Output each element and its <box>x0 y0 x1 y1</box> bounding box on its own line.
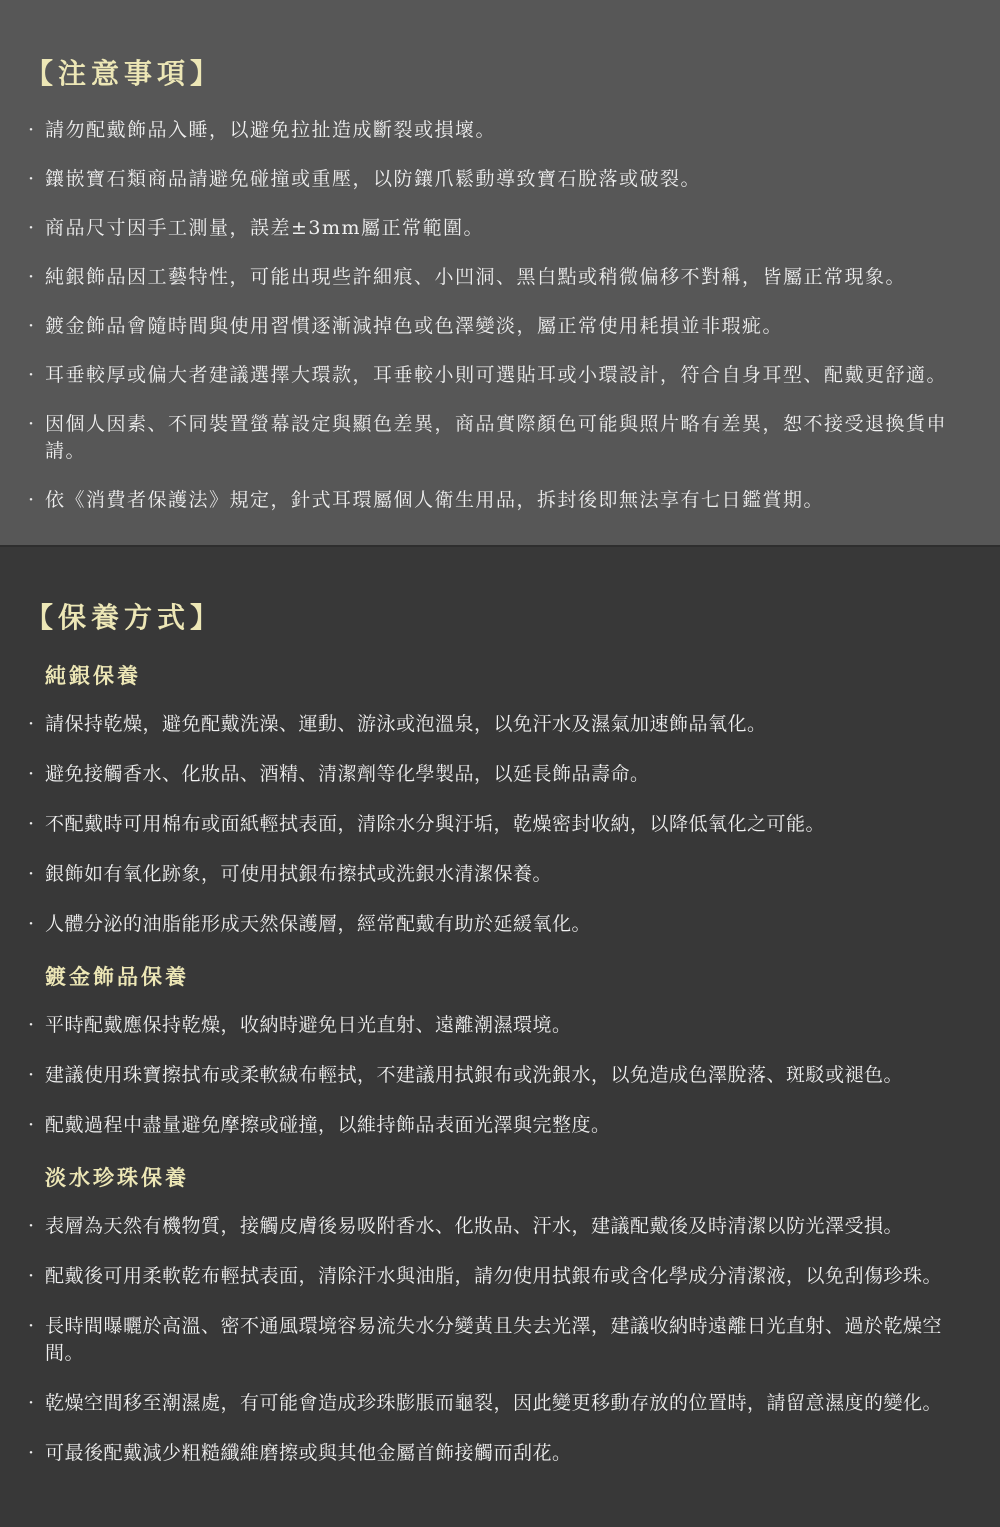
bullet-dot: · <box>28 763 35 785</box>
bullet-dot: · <box>28 315 35 337</box>
care-item <box>25 1263 980 1290</box>
notice-item <box>25 313 980 340</box>
care-item-text: 配戴過程中盡量避免摩擦或碰撞，以維持飾品表面光澤與完整度。 <box>45 1114 611 1136</box>
care-subsection-pearl <box>25 1163 980 1467</box>
notice-section <box>0 0 1000 545</box>
notice-item-text: 依《消費者保護法》規定，針式耳環屬個人衛生用品，拆封後即無法享有七日鑑賞期。 <box>45 489 825 511</box>
care-title: 【保養方式】 <box>25 601 224 634</box>
care-item <box>25 1213 980 1240</box>
care-item-text: 配戴後可用柔軟乾布輕拭表面，清除汗水與油脂，請勿使用拭銀布或含化學成分清潔液，以免刮傷珍珠。 <box>45 1265 943 1287</box>
notice-item-text: 鑲嵌寶石類商品請避免碰撞或重壓，以防鑲爪鬆動導致寶石脫落或破裂。 <box>45 168 702 190</box>
bullet-dot: · <box>28 1442 35 1464</box>
bullet-dot: · <box>28 119 35 141</box>
notice-item-text: 耳垂較厚或偏大者建議選擇大環款，耳垂較小則可選貼耳或小環設計，符合自身耳型、配戴更舒適。 <box>45 364 948 386</box>
care-item-text: 表層為天然有機物質，接觸皮膚後易吸附香水、化妝品、汗水，建議配戴後及時清潔以防光澤受損。 <box>45 1215 904 1237</box>
care-item-text: 建議使用珠寶擦拭布或柔軟絨布輕拭，不建議用拭銀布或洗銀水，以免造成色澤脫落、斑駁或褪色。 <box>45 1064 904 1086</box>
notice-item <box>25 487 980 514</box>
notice-item-text: 純銀飾品因工藝特性，可能出現些許細痕、小凹洞、黑白點或稍微偏移不對稱，皆屬正常現象。 <box>45 266 907 288</box>
bullet-dot: · <box>28 489 35 511</box>
care-item <box>25 1440 980 1467</box>
care-item-text: 請保持乾燥，避免配戴洗澡、運動、游泳或泡溫泉，以免汗水及濕氣加速飾品氧化。 <box>45 713 767 735</box>
bullet-dot: · <box>28 813 35 835</box>
care-item <box>25 761 980 788</box>
care-item <box>25 1112 980 1139</box>
bullet-dot: · <box>28 713 35 735</box>
care-section <box>0 545 1000 1525</box>
care-item-text: 銀飾如有氧化跡象，可使用拭銀布擦拭或洗銀水清潔保養。 <box>45 863 553 885</box>
bullet-dot: · <box>28 1315 35 1337</box>
care-item-text: 平時配戴應保持乾燥，收納時避免日光直射、遠離潮濕環境。 <box>45 1014 572 1036</box>
bullet-dot: · <box>28 1114 35 1136</box>
care-item <box>25 1313 980 1367</box>
bullet-dot: · <box>28 413 35 435</box>
care-item <box>25 1012 980 1039</box>
notice-item-text: 因個人因素、不同裝置螢幕設定與顯色差異，商品實際顏色可能與照片略有差異，恕不接受退換貨申請。 <box>45 413 948 462</box>
bullet-dot: · <box>28 863 35 885</box>
silver-care-subtitle: 純銀保養 <box>45 663 141 688</box>
notice-item-text: 鍍金飾品會隨時間與使用習慣逐漸減掉色或色澤變淡，屬正常使用耗損並非瑕疵。 <box>45 315 784 337</box>
care-item <box>25 711 980 738</box>
notice-item-text: 商品尺寸因手工測量，誤差±3mm屬正常範圍。 <box>45 217 485 239</box>
care-item-text: 避免接觸香水、化妝品、酒精、清潔劑等化學製品，以延長飾品壽命。 <box>45 763 650 785</box>
gold-plated-care-subtitle: 鍍金飾品保養 <box>45 964 189 989</box>
notice-item <box>25 166 980 193</box>
bullet-dot: · <box>28 217 35 239</box>
care-item <box>25 861 980 888</box>
bullet-dot: · <box>28 1392 35 1414</box>
bullet-dot: · <box>28 364 35 386</box>
care-item <box>25 1390 980 1417</box>
care-item <box>25 1062 980 1089</box>
pearl-care-subtitle: 淡水珍珠保養 <box>45 1165 189 1190</box>
bullet-dot: · <box>28 913 35 935</box>
notice-item-text: 請勿配戴飾品入睡，以避免拉扯造成斷裂或損壞。 <box>45 119 497 141</box>
bullet-dot: · <box>28 168 35 190</box>
care-item <box>25 911 980 938</box>
notice-item <box>25 215 980 242</box>
bullet-dot: · <box>28 1215 35 1237</box>
care-item-text: 乾燥空間移至潮濕處，有可能會造成珍珠膨脹而龜裂，因此變更移動存放的位置時，請留意濕度的變化。 <box>45 1392 943 1414</box>
care-item <box>25 811 980 838</box>
notice-item <box>25 264 980 291</box>
notice-item <box>25 411 980 465</box>
bullet-dot: · <box>28 1265 35 1287</box>
notice-item <box>25 362 980 389</box>
notice-title: 【注意事項】 <box>25 57 224 90</box>
care-item-text: 長時間曝曬於高溫、密不通風環境容易流失水分變黃且失去光澤，建議收納時遠離日光直射、過於乾燥空間。 <box>45 1315 943 1364</box>
bullet-dot: · <box>28 1064 35 1086</box>
care-subsection-gold-plated <box>25 962 980 1139</box>
bullet-dot: · <box>28 266 35 288</box>
care-item-text: 不配戴時可用棉布或面紙輕拭表面，清除水分與汙垢，乾燥密封收納，以降低氧化之可能。 <box>45 813 826 835</box>
care-item-text: 可最後配戴減少粗糙纖維磨擦或與其他金屬首飾接觸而刮花。 <box>45 1442 572 1464</box>
bullet-dot: · <box>28 1014 35 1036</box>
care-item-text: 人體分泌的油脂能形成天然保護層，經常配戴有助於延緩氧化。 <box>45 913 592 935</box>
care-subsection-silver <box>25 661 980 938</box>
notice-item <box>25 117 980 144</box>
